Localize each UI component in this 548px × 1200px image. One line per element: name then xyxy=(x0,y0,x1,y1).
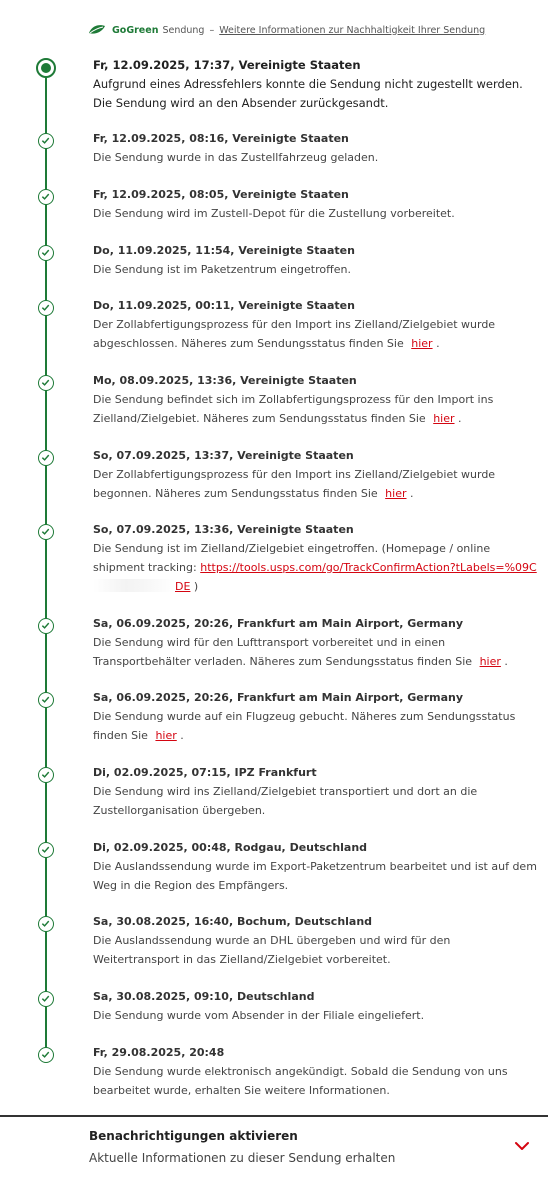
check-circle-icon xyxy=(38,692,54,708)
check-circle-icon xyxy=(38,189,54,205)
event-timestamp-location: So, 07.09.2025, 13:37, Vereinigte Staaten xyxy=(93,449,354,462)
event-description-end: . xyxy=(180,729,184,742)
event-description: Die Sendung wurde in das Zustellfahrzeug geladen. xyxy=(93,151,379,164)
sustainability-info-link[interactable]: Weitere Informationen zur Nachhaltigkeit Ihrer Sendung xyxy=(219,24,486,36)
timeline-event xyxy=(93,242,539,279)
check-circle-icon xyxy=(38,842,54,858)
event-timestamp-location: Fr, 12.09.2025, 08:16, Vereinigte Staaten xyxy=(93,132,349,145)
check-circle-icon xyxy=(38,618,54,634)
current-status-icon xyxy=(36,58,56,78)
timeline-event xyxy=(93,186,539,223)
timeline-event xyxy=(93,1044,539,1100)
header-separator: – xyxy=(209,24,215,36)
check-circle-icon xyxy=(38,375,54,391)
event-timestamp-location: Fr, 12.09.2025, 08:05, Vereinigte Staaten xyxy=(93,188,349,201)
status-details-link[interactable]: hier xyxy=(385,487,407,500)
event-description-text: Die Sendung befindet sich im Zollabfertigungsprozess für den Import ins Zielland/Zielgebiet. Näheres zum Sendungsstatus finden Sie xyxy=(93,393,494,425)
event-description xyxy=(93,707,539,745)
event-description: Die Auslandssendung wurde im Export-Paketzentrum bearbeitet und ist auf dem Weg in die Region des Empfängers. xyxy=(93,860,537,892)
check-circle-icon xyxy=(38,450,54,466)
status-details-link[interactable]: hier xyxy=(411,337,433,350)
event-description: Die Sendung wird ins Zielland/Zielgebiet transportiert und dort an die Zustellorganisation übergeben. xyxy=(93,785,478,817)
event-timestamp-location: So, 07.09.2025, 13:36, Vereinigte Staaten xyxy=(93,523,354,536)
timeline-event xyxy=(93,988,539,1025)
timeline-event xyxy=(93,447,539,503)
check-circle-icon xyxy=(38,524,54,540)
event-timestamp-location: Sa, 30.08.2025, 16:40, Bochum, Deutschland xyxy=(93,915,373,928)
status-details-link[interactable]: hier xyxy=(433,412,455,425)
event-description-end: . xyxy=(410,487,414,500)
event-description: Die Sendung wurde vom Absender in der Filiale eingeliefert. xyxy=(93,1009,425,1022)
event-timestamp-location: Fr, 12.09.2025, 17:37, Vereinigte Staaten xyxy=(93,58,361,72)
check-circle-icon xyxy=(38,767,54,783)
timeline-event xyxy=(93,839,539,895)
event-description: Aufgrund eines Adressfehlers konnte die Sendung nicht zugestellt werden. Die Sendung wird an den Absender zurückgesandt. xyxy=(93,77,523,110)
event-timestamp-location: Sa, 06.09.2025, 20:26, Frankfurt am Main Airport, Germany xyxy=(93,617,464,630)
timeline-event xyxy=(93,913,539,969)
check-circle-icon xyxy=(38,991,54,1007)
event-description xyxy=(93,465,539,503)
timeline-event xyxy=(93,372,539,428)
notifications-title[interactable]: Benachrichtigungen aktivieren xyxy=(89,1129,298,1143)
event-description: Die Sendung wird im Zustell-Depot für die Zustellung vorbereitet. xyxy=(93,207,455,220)
tracking-url-start: https://tools.usps.com/go/TrackConfirmAction?tLabels=%09C xyxy=(200,561,537,574)
event-description-end: . xyxy=(436,337,440,350)
notifications-subtitle: Aktuelle Informationen zu dieser Sendung erhalten xyxy=(89,1151,396,1165)
event-description-end: . xyxy=(504,655,508,668)
event-timestamp-location: Sa, 30.08.2025, 09:10, Deutschland xyxy=(93,990,315,1003)
timeline-event xyxy=(93,521,539,596)
event-timestamp-location: Fr, 29.08.2025, 20:48 xyxy=(93,1046,225,1059)
redacted-blur xyxy=(93,579,175,592)
event-description-text: Der Zollabfertigungsprozess für den Import ins Zielland/Zielgebiet wurde begonnen. Näheres zum Sendungsstatus finden Sie xyxy=(93,468,496,500)
event-description: Die Sendung ist im Paketzentrum eingetroffen. xyxy=(93,263,351,276)
status-details-link[interactable]: hier xyxy=(155,729,177,742)
timeline-event xyxy=(93,57,539,113)
event-description-text: Die Sendung wurde auf ein Flugzeug gebucht. Näheres zum Sendungsstatus finden Sie xyxy=(93,710,516,742)
event-timestamp-location: Mo, 08.09.2025, 13:36, Vereinigte Staaten xyxy=(93,374,357,387)
event-description xyxy=(93,633,539,671)
status-details-link[interactable]: hier xyxy=(479,655,501,668)
event-timestamp-location: Do, 11.09.2025, 00:11, Vereinigte Staaten xyxy=(93,299,355,312)
event-description: Die Sendung wurde elektronisch angekündigt. Sobald die Sendung von uns bearbeitet wurde, erhalten Sie weitere Informationen. xyxy=(93,1065,508,1097)
timeline-event xyxy=(93,130,539,167)
timeline-line xyxy=(45,68,47,1058)
timeline-event xyxy=(93,689,539,745)
event-timestamp-location: Do, 11.09.2025, 11:54, Vereinigte Staaten xyxy=(93,244,355,257)
event-description-end: . xyxy=(458,412,462,425)
check-circle-icon xyxy=(38,300,54,316)
event-description xyxy=(93,315,539,353)
event-description-text: Die Sendung ist im Zielland/Zielgebiet eingetroffen. (Homepage / online shipment tracking: xyxy=(93,542,491,574)
event-timestamp-location: Di, 02.09.2025, 00:48, Rodgau, Deutschland xyxy=(93,841,368,854)
check-circle-icon xyxy=(38,916,54,932)
event-timestamp-location: Di, 02.09.2025, 07:15, IPZ Frankfurt xyxy=(93,766,317,779)
timeline-event xyxy=(93,615,539,671)
chevron-down-icon[interactable] xyxy=(513,1140,531,1152)
section-divider xyxy=(0,1115,548,1117)
event-description-end: ) xyxy=(193,580,199,593)
timeline-event xyxy=(93,297,539,353)
event-description-text: Der Zollabfertigungsprozess für den Import ins Zielland/Zielgebiet wurde abgeschlossen. Näheres zum Sendungsstatus finden Sie xyxy=(93,318,496,350)
check-circle-icon xyxy=(38,1047,54,1063)
timeline-event xyxy=(93,764,539,820)
gogreen-brand: GoGreen xyxy=(112,24,159,36)
check-circle-icon xyxy=(38,133,54,149)
gogreen-product: Sendung xyxy=(162,24,205,36)
tracking-url-end: DE xyxy=(175,580,191,593)
event-description xyxy=(93,390,539,428)
check-circle-icon xyxy=(38,245,54,261)
gogreen-banner xyxy=(88,20,485,40)
gogreen-leaf-icon xyxy=(88,24,106,36)
event-timestamp-location: Sa, 06.09.2025, 20:26, Frankfurt am Main Airport, Germany xyxy=(93,691,464,704)
event-description: Die Auslandssendung wurde an DHL übergeben und wird für den Weitertransport in das Zielland/Zielgebiet vorbereitet. xyxy=(93,934,451,966)
event-description xyxy=(93,539,539,596)
event-description-text: Die Sendung wird für den Lufttransport vorbereitet und in einen Transportbehälter verladen. Näheres zum Sendungsstatus finden Sie xyxy=(93,636,473,668)
